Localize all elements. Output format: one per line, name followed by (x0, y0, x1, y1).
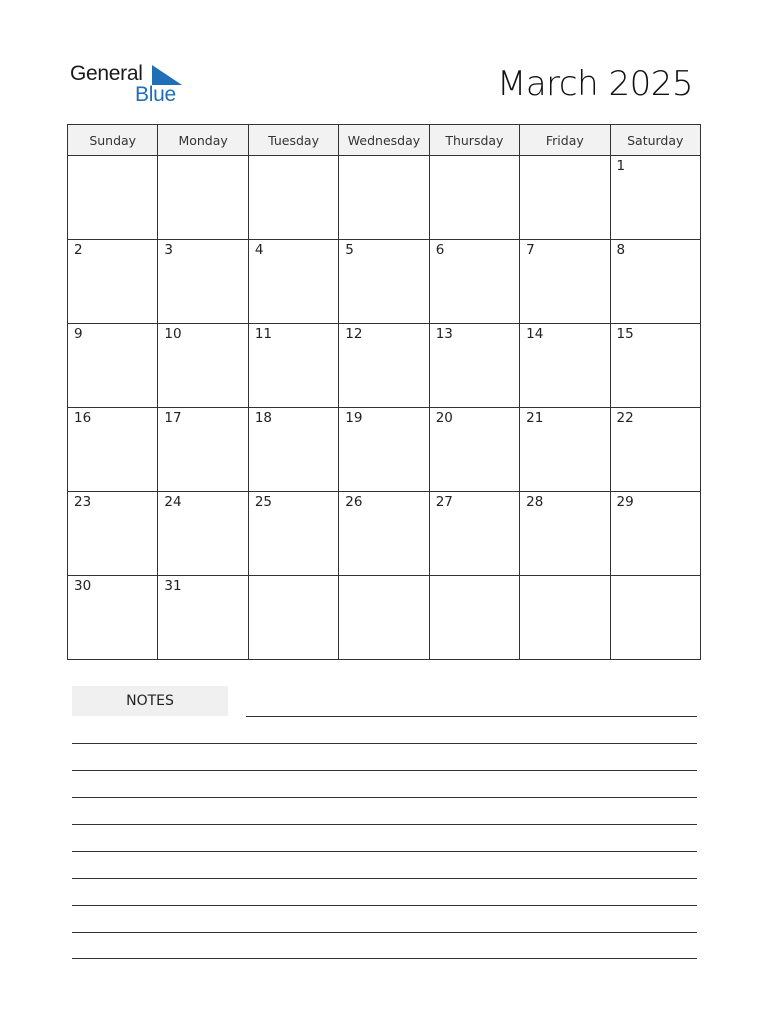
day-number: 29 (616, 494, 634, 510)
day-number: 2 (74, 242, 83, 258)
week-row (68, 576, 701, 660)
day-cell (68, 324, 158, 408)
day-cell (339, 240, 429, 324)
day-cell (429, 240, 519, 324)
day-number (520, 576, 609, 578)
day-cell (158, 324, 248, 408)
day-number: 6 (435, 242, 445, 258)
weekday-header: Saturday (610, 125, 700, 156)
weekday-header: Sunday (68, 125, 158, 156)
day-number: 19 (345, 410, 363, 426)
day-number: 18 (254, 410, 273, 426)
day-cell (520, 576, 610, 660)
weekday-header: Thursday (429, 125, 519, 156)
day-cell (158, 408, 248, 492)
day-number: 8 (616, 242, 626, 258)
notes-line (72, 770, 697, 771)
day-cell (520, 408, 610, 492)
weekday-header: Monday (158, 125, 248, 156)
day-cell (429, 576, 519, 660)
day-cell (339, 492, 429, 576)
day-cell (520, 324, 610, 408)
logo-text-blue: Blue (135, 83, 176, 106)
day-number (339, 156, 428, 158)
day-cell (520, 492, 610, 576)
weekday-header: Friday (520, 125, 610, 156)
week-row (68, 156, 701, 240)
logo-text-general: General (70, 62, 143, 85)
day-number: 25 (254, 494, 273, 510)
notes-label: NOTES (72, 686, 228, 716)
day-number (430, 156, 519, 158)
day-cell (248, 240, 338, 324)
day-number: 21 (526, 410, 544, 426)
week-row (68, 492, 701, 576)
day-number: 10 (164, 326, 182, 342)
notes-line (72, 958, 697, 959)
day-number (520, 156, 609, 158)
week-row (68, 408, 701, 492)
day-number: 12 (345, 326, 363, 342)
notes-line (72, 851, 697, 852)
notes-line (72, 932, 697, 933)
day-cell (610, 156, 700, 240)
day-number: 3 (164, 242, 174, 258)
calendar-grid (67, 124, 701, 660)
day-number: 4 (254, 242, 264, 258)
weekday-header-row (68, 125, 701, 156)
day-cell (339, 324, 429, 408)
day-cell (429, 156, 519, 240)
day-number: 23 (74, 494, 92, 510)
day-number: 14 (526, 326, 544, 342)
day-number: 22 (616, 410, 634, 426)
weekday-header: Wednesday (339, 125, 429, 156)
week-row (68, 324, 701, 408)
day-number (611, 576, 700, 578)
day-number: 7 (526, 242, 535, 258)
notes-line (72, 878, 697, 879)
notes-line (246, 716, 697, 717)
day-number: 1 (616, 158, 626, 174)
day-number: 11 (254, 326, 273, 342)
day-number (158, 156, 247, 158)
day-number (249, 156, 338, 158)
day-cell (610, 240, 700, 324)
day-cell (339, 408, 429, 492)
day-number (339, 576, 428, 578)
day-cell (158, 576, 248, 660)
day-number (430, 576, 519, 578)
day-number: 27 (435, 494, 453, 510)
week-row (68, 240, 701, 324)
day-cell (610, 492, 700, 576)
day-cell (339, 576, 429, 660)
day-number (68, 156, 157, 158)
day-number: 28 (526, 494, 544, 510)
day-cell (68, 408, 158, 492)
day-cell (68, 576, 158, 660)
day-number: 31 (164, 578, 182, 594)
day-number: 17 (164, 410, 182, 426)
day-cell (248, 324, 338, 408)
day-cell (68, 240, 158, 324)
notes-line (72, 905, 697, 906)
day-number: 26 (345, 494, 363, 510)
day-number: 5 (345, 242, 354, 258)
brand-logo (70, 62, 190, 110)
notes-line (72, 743, 697, 744)
day-cell (610, 576, 700, 660)
page-title: March 2025 (497, 64, 693, 104)
day-number: 15 (616, 326, 634, 342)
day-cell (158, 156, 248, 240)
day-cell (248, 492, 338, 576)
day-number: 9 (74, 326, 83, 342)
notes-line (72, 797, 697, 798)
day-cell (248, 408, 338, 492)
day-number: 20 (435, 410, 453, 426)
day-cell (429, 408, 519, 492)
day-cell (520, 240, 610, 324)
weekday-header: Tuesday (248, 125, 338, 156)
day-number: 16 (74, 410, 92, 426)
day-cell (610, 324, 700, 408)
day-cell (429, 492, 519, 576)
notes-line (72, 824, 697, 825)
day-number (249, 576, 338, 578)
day-number: 13 (435, 326, 453, 342)
day-cell (158, 492, 248, 576)
day-cell (520, 156, 610, 240)
day-cell (68, 156, 158, 240)
day-cell (339, 156, 429, 240)
day-number: 24 (164, 494, 182, 510)
day-cell (248, 576, 338, 660)
day-cell (610, 408, 700, 492)
day-number: 30 (74, 578, 92, 594)
triangle-flag-icon (152, 65, 182, 85)
day-cell (248, 156, 338, 240)
day-cell (158, 240, 248, 324)
day-cell (429, 324, 519, 408)
day-cell (68, 492, 158, 576)
